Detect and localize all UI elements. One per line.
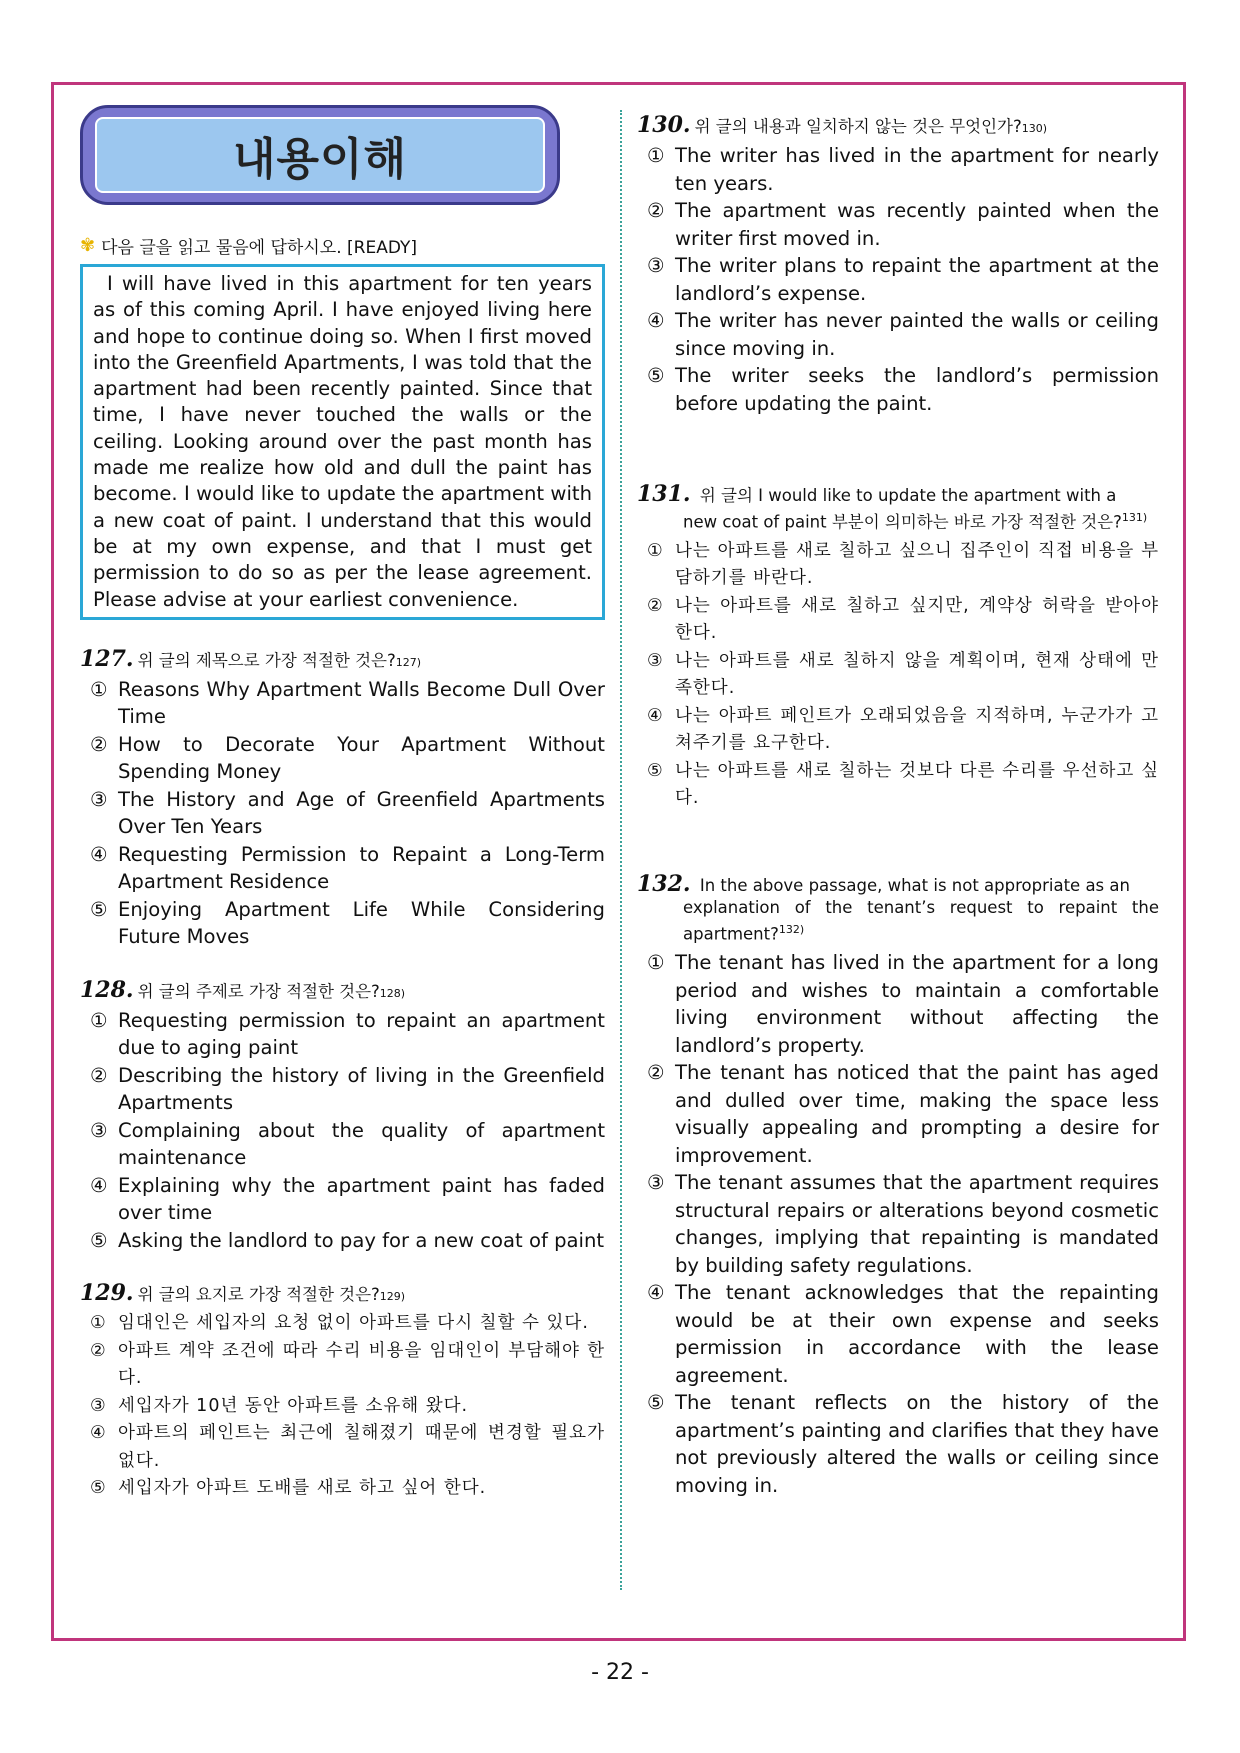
page-number: - 22 -: [591, 1660, 649, 1685]
option-item[interactable]: ⑤ Asking the landlord to pay for a new coat of paint: [90, 1228, 605, 1252]
option-item[interactable]: ① Reasons Why Apartment Walls Become Dull Over Time: [90, 677, 605, 729]
option-item[interactable]: ② 나는 아파트를 새로 칠하고 싶지만, 계약상 허락을 받아야 한다.: [647, 595, 1159, 643]
question-text: 위 글의 주제로 가장 적절한 것은?: [137, 981, 380, 1001]
option-item[interactable]: ② The apartment was recently painted when the writer first moved in.: [647, 199, 1159, 250]
question-text: 위 글의 I would like to update the apartment with a: [699, 486, 1117, 505]
option-item[interactable]: ③ 나는 아파트를 새로 칠하지 않을 계획이며, 현재 상태에 만족한다.: [647, 650, 1159, 698]
option-list: [80, 1310, 605, 1503]
footnote-ref: 128): [379, 986, 406, 1000]
question-text: 위 글의 요지로 가장 적절한 것은?: [137, 1285, 380, 1305]
option-item[interactable]: ② How to Decorate Your Apartment Without Spending Money: [90, 732, 605, 784]
option-item[interactable]: ② 아파트 계약 조건에 따라 수리 비용을 임대인이 부담해야 한다.: [90, 1340, 605, 1389]
section-title: 내용이해: [232, 134, 407, 185]
option-item[interactable]: ③ The History and Age of Greenfield Apartments Over Ten Years: [90, 787, 605, 839]
option-item[interactable]: ⑤ The tenant reflects on the history of the apartment’s painting and clarifies that they have not previously altered the walls or ceiling since moving in.: [647, 1391, 1159, 1497]
option-item[interactable]: ① The writer has lived in the apartment for nearly ten years.: [647, 144, 1159, 195]
section-title-badge: [80, 105, 560, 205]
instruction: [80, 233, 605, 258]
question-text: 위 글의 내용과 일치하지 않는 것은 무엇인가?: [694, 117, 1022, 136]
footnote-ref: 127): [395, 655, 422, 669]
reading-passage: I will have lived in this apartment for ten years as of this coming April. I have enjoyed living here and hope to continue doing so. When I first moved into the Greenfield Apartments, I was told that the apartment had been recently painted. Since that time, I have never touched the walls or the ceiling. Looking around over the past month has made me realize how old and dull the paint has become. I would like to update the apartment with a new coat of paint. I understand that this would be at my own expense, and that I must get permission to do so as per the lease agreement. Please advise at your earliest convenience.: [80, 264, 605, 620]
question-132: [637, 870, 1159, 1500]
option-item[interactable]: ⑤ 나는 아파트를 새로 칠하는 것보다 다른 수리를 우선하고 싶다.: [647, 760, 1159, 808]
question-129: [80, 1280, 605, 1503]
question-text: In the above passage, what is not appropriate as an: [699, 875, 1130, 895]
option-list: [637, 949, 1159, 1499]
option-item[interactable]: ⑤ Enjoying Apartment Life While Considering Future Moves: [90, 897, 605, 949]
option-list: [80, 1007, 605, 1255]
option-item[interactable]: ① 나는 아파트를 새로 칠하고 싶으니 집주인이 직접 비용을 부담하기를 바란다.: [647, 540, 1159, 588]
option-item[interactable]: ③ The tenant assumes that the apartment requires structural repairs or alterations beyond cosmetic changes, implying that repainting is mandated by building safety regulations.: [647, 1171, 1159, 1277]
footnote-ref: 130): [1021, 122, 1048, 135]
option-item[interactable]: ⑤ 세입자가 아파트 도배를 새로 하고 싶어 한다.: [90, 1478, 487, 1499]
left-column: [80, 105, 605, 1503]
question-text-cont: new coat of paint 부분이 의미하는 바로 가장 적절한 것은?: [683, 512, 1122, 532]
question-number: 130.: [637, 112, 691, 138]
option-item[interactable]: ② Describing the history of living in the Greenfield Apartments: [90, 1063, 605, 1115]
option-item[interactable]: ④ 아파트의 페인트는 최근에 칠해졌기 때문에 변경할 필요가 없다.: [90, 1423, 605, 1471]
option-item[interactable]: ① The tenant has lived in the apartment for a long period and wishes to maintain a comfortable living environment without affecting the landlord’s property.: [647, 951, 1159, 1057]
option-item[interactable]: ④ Requesting Permission to Repaint a Long-Term Apartment Residence: [90, 842, 605, 894]
option-item[interactable]: ③ 세입자가 10년 동안 아파트를 소유해 왔다.: [90, 1395, 469, 1416]
question-131: [637, 483, 1159, 813]
footnote-ref: 131): [1121, 511, 1148, 524]
option-list: [80, 676, 605, 951]
option-item[interactable]: ④ 나는 아파트 페인트가 오래되었음을 지적하며, 누군가가 고쳐주기를 요구한다.: [647, 705, 1159, 753]
flower-icon: ✾: [80, 235, 96, 256]
option-item[interactable]: ① 임대인은 세입자의 요청 없이 아파트를 다시 칠할 수 있다.: [90, 1313, 589, 1334]
option-list: [637, 538, 1159, 813]
option-item[interactable]: ③ The writer plans to repaint the apartment at the landlord’s expense.: [647, 254, 1159, 305]
question-number: 127.: [80, 645, 134, 672]
question-number: 129.: [80, 1280, 134, 1307]
question-128: [80, 977, 605, 1255]
instruction-text: 다음 글을 읽고 물음에 답하시오. [READY]: [101, 238, 417, 258]
column-divider: [620, 110, 622, 1590]
question-number: 131.: [637, 481, 691, 507]
right-column: [637, 112, 1159, 1499]
question-text: 위 글의 제목으로 가장 적절한 것은?: [137, 650, 396, 670]
option-item[interactable]: ② The tenant has noticed that the paint has aged and dulled over time, making the space less visually appealing and prompting a desire for improvement.: [647, 1061, 1159, 1167]
question-number: 128.: [80, 976, 134, 1003]
footnote-ref: 132): [778, 922, 805, 936]
option-item[interactable]: ④ Explaining why the apartment paint has faded over time: [90, 1173, 605, 1225]
option-item[interactable]: ④ The tenant acknowledges that the repainting would be at their own expense and seeks permission in accordance with the lease agreement.: [647, 1281, 1159, 1387]
option-item[interactable]: ① Requesting permission to repaint an apartment due to aging paint: [90, 1008, 605, 1060]
question-130: [637, 112, 1159, 417]
option-item[interactable]: ⑤ The writer seeks the landlord’s permission before updating the paint.: [647, 364, 1159, 415]
option-item[interactable]: ③ Complaining about the quality of apartment maintenance: [90, 1118, 605, 1170]
footnote-ref: 129): [379, 1290, 406, 1304]
question-text-cont: explanation of the tenant’s request to repaint the apartment?: [683, 897, 1159, 943]
option-list: [637, 142, 1159, 417]
question-127: [80, 646, 605, 951]
question-number: 132.: [637, 870, 691, 897]
option-item[interactable]: ④ The writer has never painted the walls or ceiling since moving in.: [647, 309, 1159, 360]
